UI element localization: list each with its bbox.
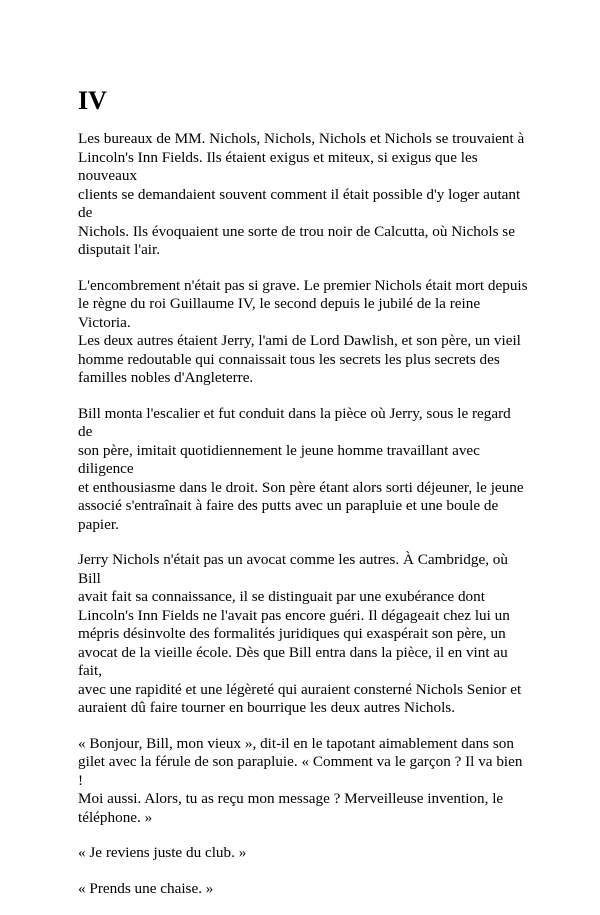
text-line: avocat de la vieille école. Dès que Bill entra dans la pièce, il en vint au fait,: [78, 643, 508, 679]
text-line: avec une rapidité et une légèreté qui auraient consterné Nichols Senior et: [78, 680, 522, 698]
text-line: son père, imitait quotidiennement le jeune homme travaillant avec diligence: [78, 441, 480, 477]
paragraph: [78, 130, 528, 260]
text-line: Moi aussi. Alors, tu as reçu mon message ? Merveilleuse invention, le: [78, 790, 504, 807]
paragraph: [78, 551, 528, 718]
text-line: Lincoln's Inn Fields ne l'avait pas encore guéri. Il dégageait chez lui un: [78, 606, 510, 624]
text-line: « Je reviens juste du club. »: [78, 844, 247, 861]
text-line: Nichols. Ils évoquaient une sorte de trou noir de Calcutta, où Nichols se: [78, 222, 515, 240]
text-line: Jerry Nichols n'était pas un avocat comme les autres. À Cambridge, où Bill: [78, 551, 508, 587]
paragraph: [78, 880, 528, 899]
text-line: Les bureaux de MM. Nichols, Nichols, Nichols et Nichols se trouvaient à: [78, 130, 525, 147]
chapter-body: [78, 130, 528, 898]
paragraph: [78, 277, 528, 388]
text-line: clients se demandaient souvent comment il était possible d'y loger autant de: [78, 185, 521, 221]
text-line: papier.: [78, 515, 119, 533]
paragraph: [78, 405, 528, 535]
text-line: Les deux autres étaient Jerry, l'ami de Lord Dawlish, et son père, un vieil: [78, 332, 521, 349]
text-line: Lincoln's Inn Fields. Ils étaient exigus et miteux, si exigus que les nouveaux: [78, 148, 478, 184]
text-line: téléphone. »: [78, 808, 153, 826]
text-line: homme redoutable qui connaissait tous les secrets les plus secrets des: [78, 350, 500, 368]
text-line: disputait l'air.: [78, 241, 161, 258]
text-line: et enthousiasme dans le droit. Son père étant alors sorti déjeuner, le jeune: [78, 478, 524, 496]
paragraph: [78, 735, 528, 828]
paragraph: [78, 844, 528, 863]
text-line: auraient dû faire tourner en bourrique les deux autres Nichols.: [78, 699, 456, 716]
text-line: L'encombrement n'était pas si grave. Le premier Nichols était mort depuis: [78, 276, 528, 294]
chapter-title: IV: [78, 86, 107, 115]
text-line: le règne du roi Guillaume IV, le second depuis le jubilé de la reine Victoria.: [78, 295, 481, 331]
text-line: mépris désinvolte des formalités juridiques qui exaspérait son père, un: [78, 625, 506, 642]
text-line: familles nobles d'Angleterre.: [78, 369, 254, 386]
text-line: associé s'entraînait à faire des putts avec un parapluie et une boule de: [78, 497, 499, 514]
text-line: avait fait sa connaissance, il se distinguait par une exubérance dont: [78, 588, 485, 605]
text-line: « Prends une chaise. »: [78, 879, 214, 897]
text-line: Bill monta l'escalier et fut conduit dans la pièce où Jerry, sous le regard de: [78, 404, 511, 440]
text-line: « Bonjour, Bill, mon vieux », dit-il en le tapotant aimablement dans son: [78, 734, 514, 752]
document-page: [78, 86, 528, 915]
text-line: gilet avec la férule de son parapluie. « Comment va le garçon ? Il va bien !: [78, 753, 523, 789]
